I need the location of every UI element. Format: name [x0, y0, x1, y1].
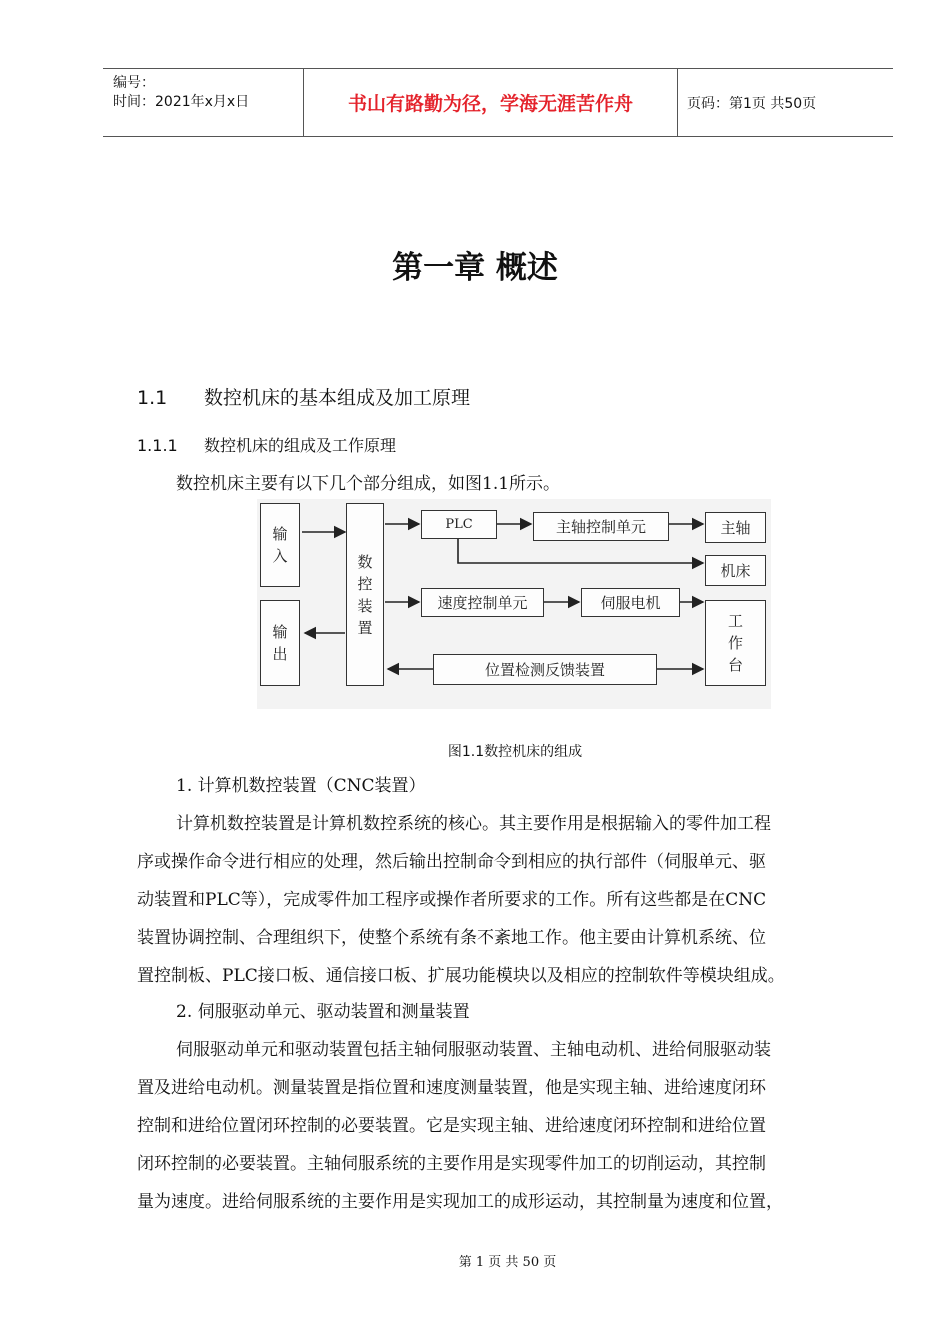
worktable-box: [705, 600, 766, 686]
paragraph-line: 闭环控制的必要装置。主轴伺服系统的主要作用是实现零件加工的切削运动，其控制: [137, 1154, 766, 1174]
page-header: [103, 68, 893, 137]
intro-paragraph: 数控机床主要有以下几个部分组成，如图1.1所示。: [176, 474, 561, 494]
header-motto: 书山有路勤为径，学海无涯苦作舟: [304, 69, 678, 136]
paragraph-line: 计算机数控装置是计算机数控系统的核心。其主要作用是根据输入的零件加工程: [176, 814, 771, 834]
header-info-cell: [103, 69, 304, 136]
speed-control-box: 速度控制单元: [421, 588, 544, 617]
paragraph-line: 装置协调控制、合理组织下，使整个系统有条不紊地工作。他主要由计算机系统、位: [137, 928, 766, 948]
figure-caption: 图1.1数控机床的组成: [447, 744, 583, 760]
list-item-heading: 1. 计算机数控装置（CNC装置）: [176, 776, 426, 796]
header-page-label: 页码：第1页 共50页: [687, 96, 817, 112]
output-box-char: 出: [272, 645, 288, 663]
subsection-title: 数控机床的组成及工作原理: [204, 436, 397, 455]
paragraph-line: 动装置和PLC等），完成零件加工程序或操作者所要求的工作。所有这些都是在CNC: [137, 890, 767, 910]
paragraph-line: 量为速度。进给伺服系统的主要作用是实现加工的成形运动，其控制量为速度和位置，: [137, 1192, 783, 1212]
worktable-char: 作: [727, 634, 743, 652]
paragraph-line: 置控制板、PLC接口板、通信接口板、扩展功能模块以及相应的控制软件等模块组成。: [137, 966, 785, 986]
paragraph-line: 控制和进给位置闭环控制的必要装置。它是实现主轴、进给速度闭环控制和进给位置: [137, 1116, 766, 1136]
paragraph-line: 置及进给电动机。测量装置是指位置和速度测量装置，他是实现主轴、进给速度闭环: [137, 1078, 766, 1098]
date-label: 时间：2021年x月x日: [113, 94, 250, 110]
output-box: [260, 600, 300, 686]
section-number: 1.1: [137, 387, 168, 409]
worktable-char: 工: [727, 612, 743, 630]
paragraph-line: 伺服驱动单元和驱动装置包括主轴伺服驱动装置、主轴电动机、进给伺服驱动装: [176, 1040, 771, 1060]
list-item-heading: 2. 伺服驱动单元、驱动装置和测量装置: [176, 1002, 470, 1022]
page-footer: 第 1 页 共 50 页: [458, 1255, 557, 1270]
chapter-title: 第一章 概述: [392, 250, 558, 286]
worktable-char: 台: [727, 656, 743, 674]
nc-device-char: 数: [357, 552, 373, 571]
input-box-char: 输: [272, 525, 288, 543]
code-label: 编号：: [113, 75, 155, 91]
section-heading: [137, 383, 470, 410]
subsection-number: 1.1.1: [137, 436, 178, 455]
feedback-box: 位置检测反馈装置: [433, 654, 657, 685]
servo-motor-box: 伺服电机: [581, 588, 680, 617]
input-box: [260, 503, 300, 587]
nc-device-char: 装: [357, 596, 373, 615]
output-box-char: 输: [272, 623, 288, 641]
input-box-char: 入: [272, 547, 288, 565]
spindle-control-box: 主轴控制单元: [533, 512, 669, 541]
plc-box: PLC: [421, 510, 497, 539]
nc-device-box: [346, 503, 384, 686]
nc-device-char: 控: [357, 574, 373, 593]
machine-box: 机床: [705, 555, 766, 586]
nc-device-char: 置: [357, 618, 373, 637]
nc-machine-diagram: [257, 499, 771, 709]
section-title: 数控机床的基本组成及加工原理: [204, 387, 471, 409]
subsection-heading: [137, 433, 396, 456]
spindle-box: 主轴: [705, 512, 766, 543]
paragraph-line: 序或操作命令进行相应的处理，然后输出控制命令到相应的执行部件（伺服单元、驱: [137, 852, 766, 872]
